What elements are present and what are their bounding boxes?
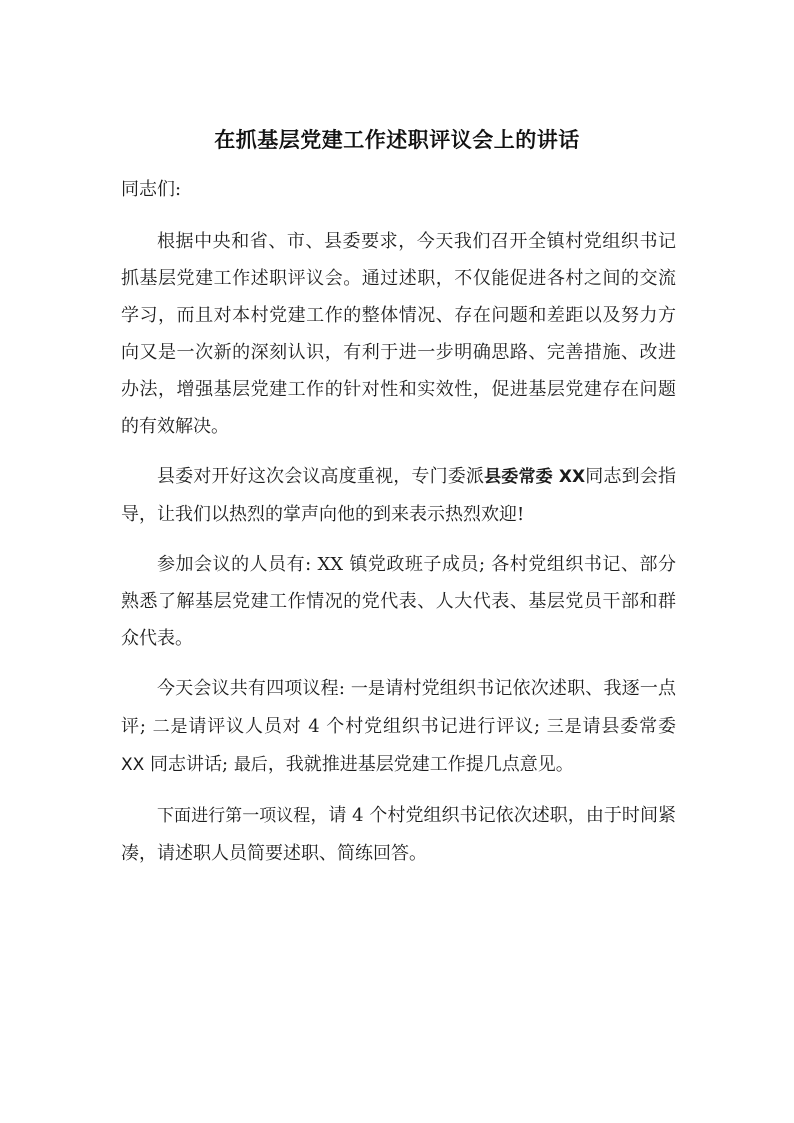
- agenda-item1-label: 一是: [350, 679, 386, 699]
- paragraph-agenda: [121, 670, 676, 784]
- agenda-item3-name: XX: [121, 755, 145, 775]
- next-step-lead: 下面进行第一项议程: [157, 806, 311, 826]
- guest-title: 县委常委 XX: [484, 467, 586, 487]
- document-body: [121, 171, 676, 885]
- welcome-text-after: 同志到会指导，让我们以热烈的掌声向他的到来表示热烈欢迎!: [121, 466, 676, 525]
- paragraph-next-step: [121, 797, 676, 872]
- salutation: 同志们:: [121, 179, 182, 200]
- paragraph-opening: 根据中央和省、市、县委要求，今天我们召开全镇村党组织书记抓基层党建工作述职评议会。通过述职，不仅能促进各村之间的交流学习，而且对本村党建工作的整体情况、存在问题和差距以及努力方向又是一次新的深刻认识，有利于进一步明确思路、完善措施、改进办法，增强基层党建工作的针对性和实效性，促进基层党建存在问题的有效解决。: [121, 231, 676, 437]
- paragraph-attendees: 参加会议的人员有: XX 镇党政班子成员; 各村党组织书记、部分熟悉了解基层党建工作情况的党代表、人大代表、基层党员干部和群众代表。: [121, 554, 676, 649]
- agenda-item4-label: 最后: [233, 755, 268, 775]
- agenda-item2-text: 请评议人员对 4 个村党组织书记进行评议;: [188, 716, 547, 737]
- agenda-item3-text: 请县委常委: [582, 716, 677, 737]
- next-step-rest: ，请 4 个村党组织书记依次述职，由于时间紧凑，请述职人员简要述职、简练回答。: [121, 805, 676, 864]
- agenda-item1-text: 请村党组织书记依次述职、我逐一点评;: [121, 678, 677, 737]
- agenda-item2-label: 二是: [152, 717, 189, 737]
- agenda-item4-text: ，我就推进基层党建工作提几点意见。: [267, 754, 574, 775]
- welcome-text-before: 县委对开好这次会议高度重视，专门委派: [157, 466, 485, 487]
- document-title: 在抓基层党建工作述职评议会上的讲话: [214, 128, 580, 152]
- paragraph-welcome: [121, 458, 676, 533]
- agenda-intro: 今天会议共有四项议程:: [157, 678, 351, 699]
- agenda-item3-text2: 同志讲话;: [144, 754, 234, 775]
- agenda-item3-label: 三是: [546, 717, 583, 737]
